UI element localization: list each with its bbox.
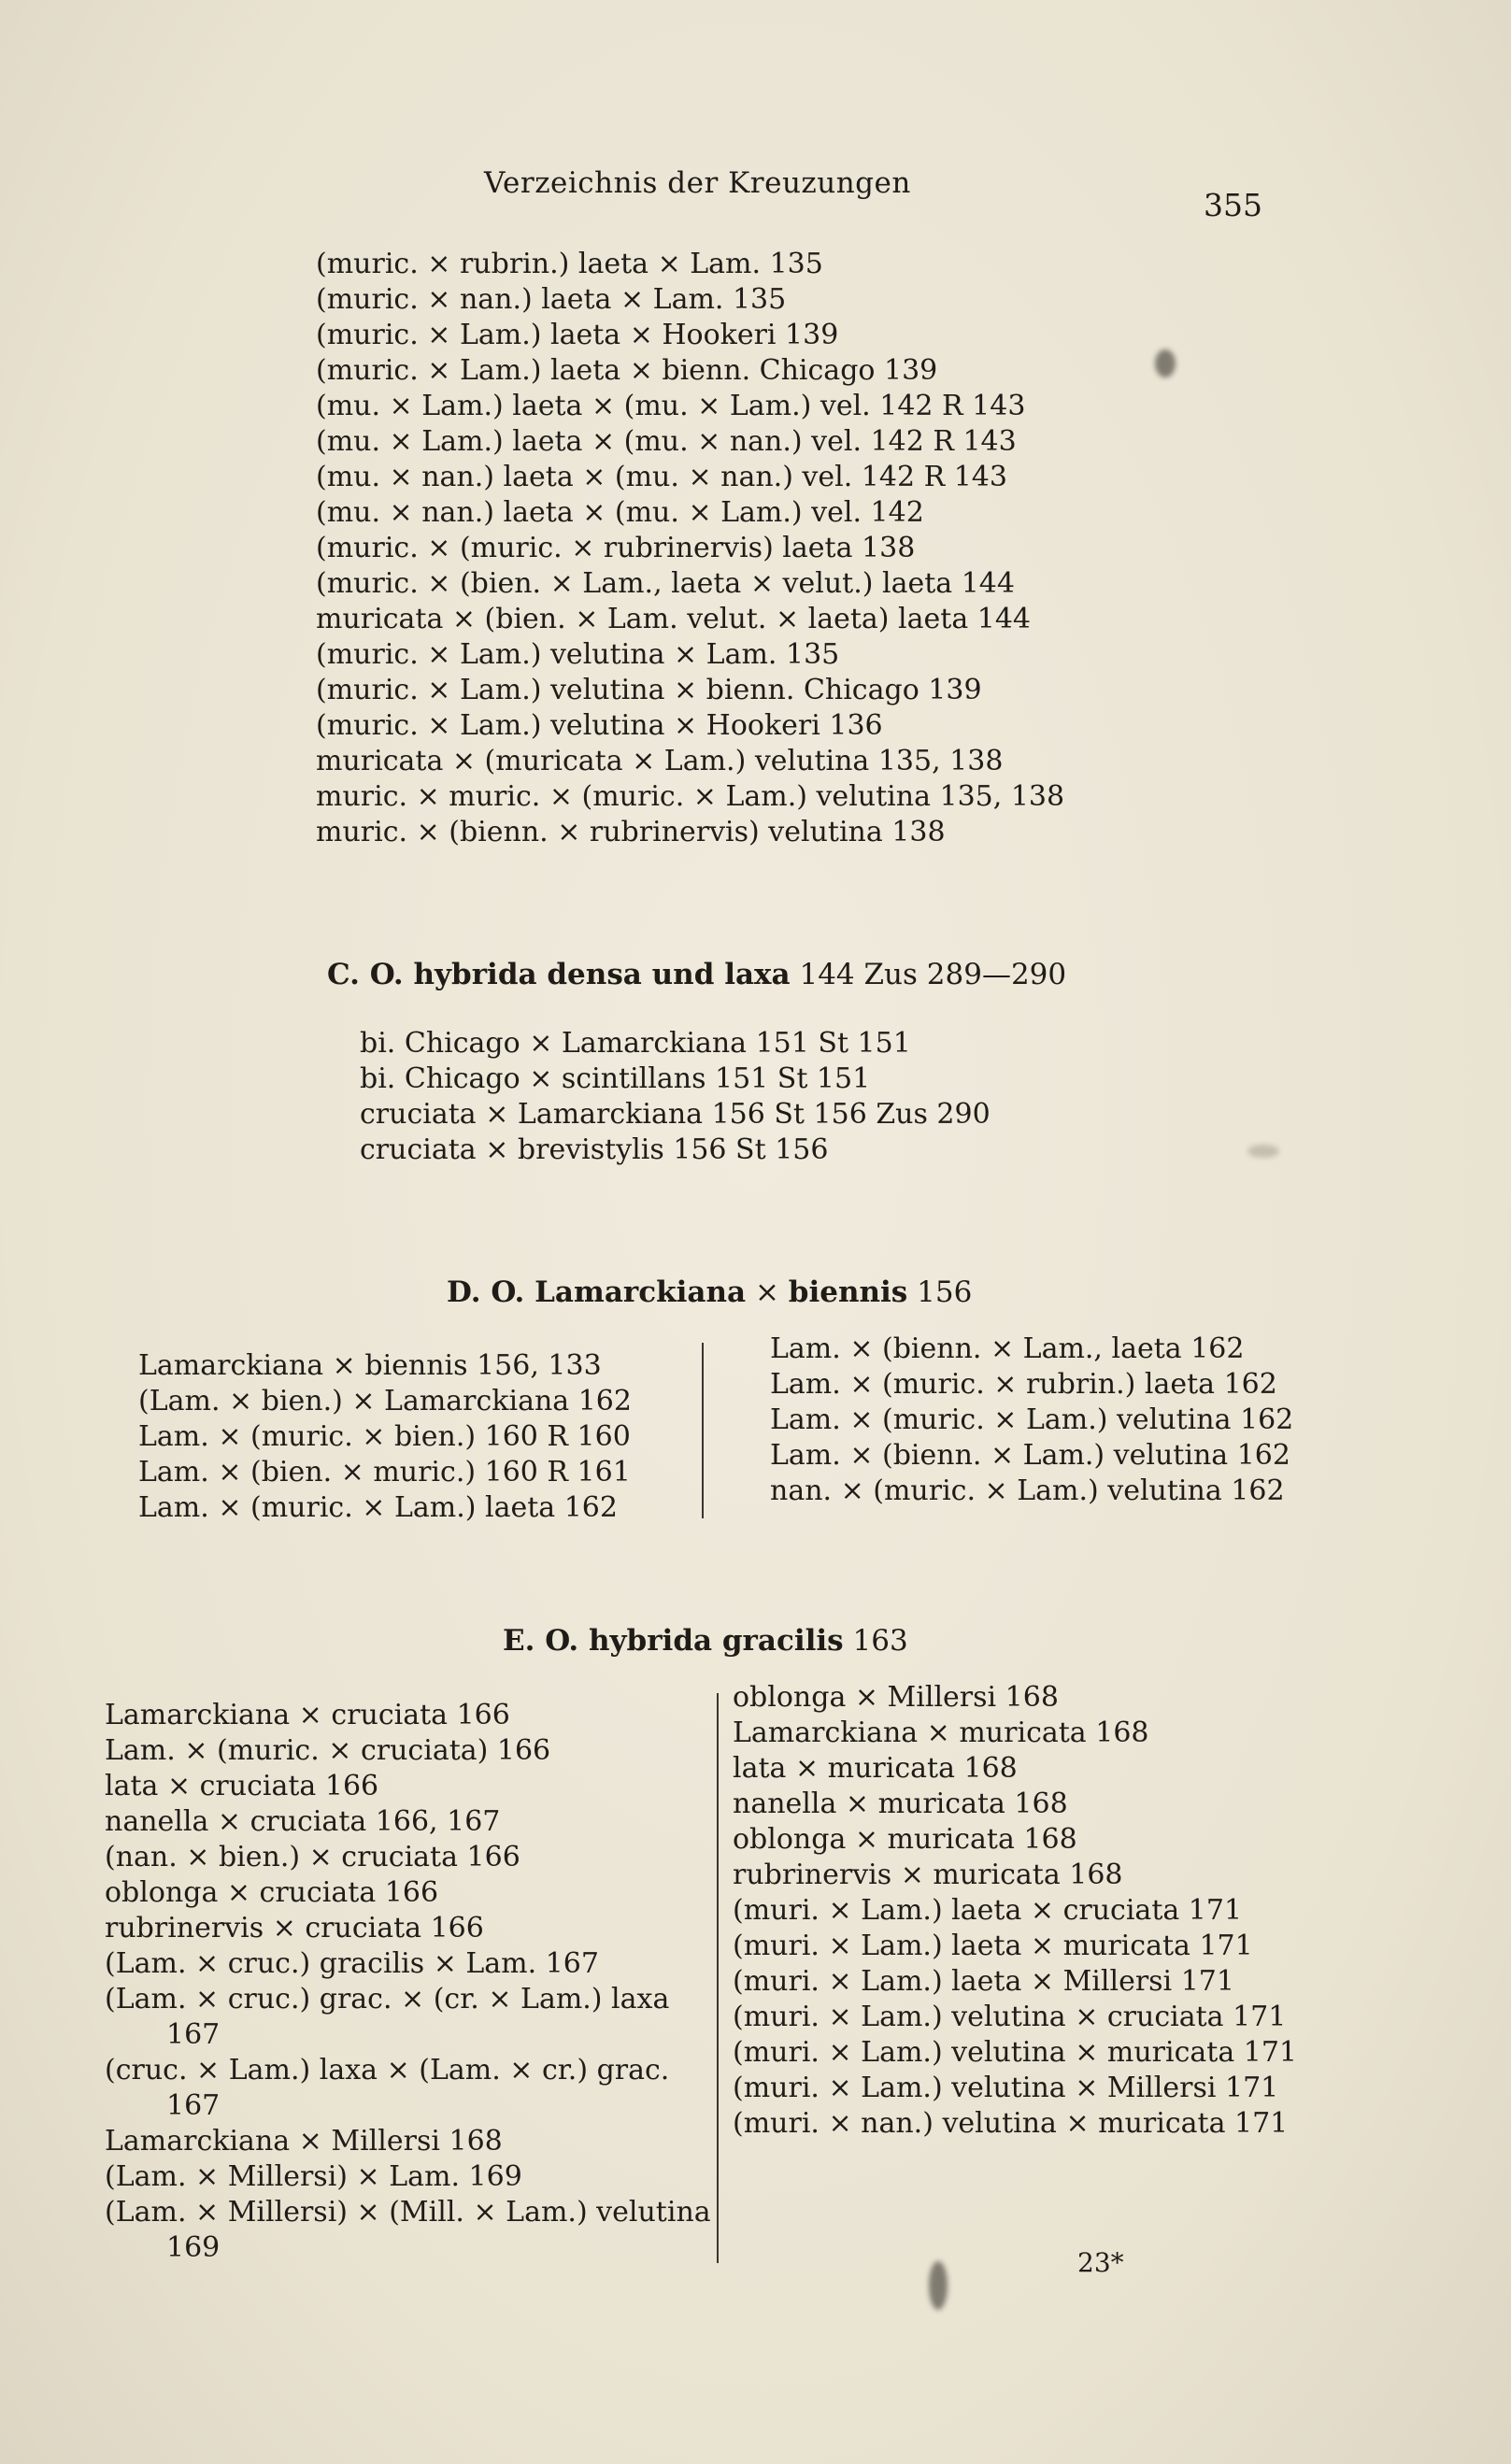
list-item: Lamarckiana × cruciata 166: [105, 1699, 510, 1731]
list-item: Lam. × (muric. × bien.) 160 R 160: [138, 1420, 631, 1453]
list-item: (mu. × Lam.) laeta × (mu. × nan.) vel. 142 R 143: [316, 425, 1017, 458]
section-d-heading-bold: D. O. Lamarckiana: [447, 1275, 747, 1309]
section-e-heading-bold: E. O. hybrida gracilis: [503, 1624, 844, 1658]
column-divider: [702, 1343, 704, 1518]
list-item: (muric. × Lam.) velutina × Lam. 135: [316, 638, 840, 671]
list-item: muricata × (muricata × Lam.) velutina 135, 138: [316, 745, 1004, 777]
list-item: (muri. × Lam.) laeta × cruciata 171: [733, 1894, 1243, 1927]
list-item: (mu. × Lam.) laeta × (mu. × Lam.) vel. 142 R 143: [316, 390, 1026, 422]
ink-smudge: [1155, 349, 1176, 377]
list-item: (nan. × bien.) × cruciata 166: [105, 1841, 520, 1873]
section-e-right-column: [733, 1680, 1297, 2142]
section-d-heading-pages: 156: [907, 1275, 973, 1309]
list-item: lata × muricata 168: [733, 1752, 1018, 1785]
list-item: bi. Chicago × scintillans 151 St 151: [360, 1062, 871, 1095]
list-item: (muric. × (muric. × rubrinervis) laeta 138: [316, 532, 916, 564]
list-item: oblonga × Millersi 168: [733, 1681, 1059, 1714]
list-item: oblonga × muricata 168: [733, 1823, 1077, 1856]
list-item: Lam. × (muric. × rubrin.) laeta 162: [770, 1368, 1277, 1401]
list-item: nanella × muricata 168: [733, 1787, 1068, 1820]
list-item: cruciata × brevistylis 156 St 156: [360, 1133, 829, 1166]
list-item: (cruc. × Lam.) laxa × (Lam. × cr.) grac.: [105, 2054, 670, 2087]
list-item: (muric. × Lam.) velutina × Hookeri 136: [316, 709, 883, 742]
column-divider: [717, 1693, 719, 2263]
list-item-continuation: 169: [166, 2231, 221, 2264]
ink-smudge: [1247, 1145, 1279, 1158]
list-item: Lam. × (bien. × muric.) 160 R 161: [138, 1456, 631, 1488]
page-number: 355: [1204, 187, 1262, 223]
section-a-list: [316, 247, 1064, 850]
section-e-heading: [503, 1624, 908, 1658]
list-item: (muric. × Lam.) velutina × bienn. Chicago 139: [316, 674, 982, 706]
list-item: (muri. × Lam.) velutina × muricata 171: [733, 2036, 1297, 2069]
list-item: Lam. × (bienn. × Lam., laeta 162: [770, 1332, 1245, 1365]
list-item: Lam. × (bienn. × Lam.) velutina 162: [770, 1439, 1290, 1472]
section-d-heading: [447, 1275, 972, 1309]
list-item: (muric. × nan.) laeta × Lam. 135: [316, 283, 787, 316]
list-item: rubrinervis × cruciata 166: [105, 1912, 484, 1944]
section-e-heading-pages: 163: [843, 1624, 908, 1658]
list-item: (Lam. × cruc.) gracilis × Lam. 167: [105, 1947, 599, 1980]
list-item: lata × cruciata 166: [105, 1770, 379, 1802]
list-item: (mu. × nan.) laeta × (mu. × nan.) vel. 142 R 143: [316, 461, 1007, 493]
section-c-heading-bold: C. O. hybrida densa und laxa: [327, 958, 791, 991]
list-item: Lam. × (muric. × Lam.) laeta 162: [138, 1491, 618, 1524]
list-item: (muric. × rubrin.) laeta × Lam. 135: [316, 248, 823, 280]
list-item: Lamarckiana × muricata 168: [733, 1716, 1149, 1749]
list-item: (muric. × (bien. × Lam., laeta × velut.) laeta 144: [316, 567, 1015, 600]
list-item: Lam. × (muric. × cruciata) 166: [105, 1734, 551, 1767]
list-item: rubrinervis × muricata 168: [733, 1859, 1123, 1891]
list-item: nan. × (muric. × Lam.) velutina 162: [770, 1474, 1285, 1507]
list-item: muric. × muric. × (muric. × Lam.) velutina 135, 138: [316, 780, 1065, 813]
list-item: Lamarckiana × biennis 156, 133: [138, 1349, 602, 1382]
list-item: (muric. × Lam.) laeta × bienn. Chicago 139: [316, 354, 938, 387]
list-item: oblonga × cruciata 166: [105, 1876, 439, 1909]
printer-signature-mark: 23*: [1077, 2247, 1124, 2278]
list-item: (muri. × Lam.) velutina × cruciata 171: [733, 2001, 1287, 2033]
section-c-list: [360, 1026, 991, 1168]
list-item: cruciata × Lamarckiana 156 St 156 Zus 290: [360, 1098, 991, 1131]
list-item: (muri. × nan.) velutina × muricata 171: [733, 2107, 1289, 2140]
list-item: Lam. × (muric. × Lam.) velutina 162: [770, 1403, 1294, 1436]
section-c-heading: [327, 958, 1066, 991]
running-header: Verzeichnis der Kreuzungen: [484, 166, 911, 200]
list-item: muric. × (bienn. × rubrinervis) velutina 138: [316, 816, 946, 848]
section-d-left-column: [138, 1348, 632, 1526]
list-item: Lamarckiana × Millersi 168: [105, 2125, 503, 2158]
list-item: (Lam. × Millersi) × Lam. 169: [105, 2160, 522, 2193]
list-item-continuation: 167: [166, 2089, 221, 2122]
list-item: (mu. × nan.) laeta × (mu. × Lam.) vel. 142: [316, 496, 924, 529]
list-item: bi. Chicago × Lamarckiana 151 St 151: [360, 1027, 911, 1060]
ink-smudge: [929, 2261, 948, 2310]
section-e-left-column: [105, 1698, 711, 2266]
list-item: (muri. × Lam.) velutina × Millersi 171: [733, 2072, 1279, 2104]
section-d-right-column: [770, 1332, 1293, 1509]
list-item: (Lam. × bien.) × Lamarckiana 162: [138, 1385, 632, 1417]
section-d-heading-bold-2: biennis: [788, 1275, 908, 1309]
list-item: (Lam. × Millersi) × (Mill. × Lam.) velutina: [105, 2196, 711, 2229]
list-item: nanella × cruciata 166, 167: [105, 1805, 501, 1838]
list-item: (muri. × Lam.) laeta × muricata 171: [733, 1930, 1253, 1962]
cross-symbol: ×: [746, 1275, 789, 1309]
list-item: (Lam. × cruc.) grac. × (cr. × Lam.) laxa: [105, 1983, 670, 2015]
list-item: (muri. × Lam.) laeta × Millersi 171: [733, 1965, 1234, 1998]
list-item: muricata × (bien. × Lam. velut. × laeta) laeta 144: [316, 603, 1031, 635]
section-c-heading-pages: 144 Zus 289—290: [790, 958, 1067, 991]
list-item-continuation: 167: [166, 2018, 221, 2051]
list-item: (muric. × Lam.) laeta × Hookeri 139: [316, 319, 839, 351]
